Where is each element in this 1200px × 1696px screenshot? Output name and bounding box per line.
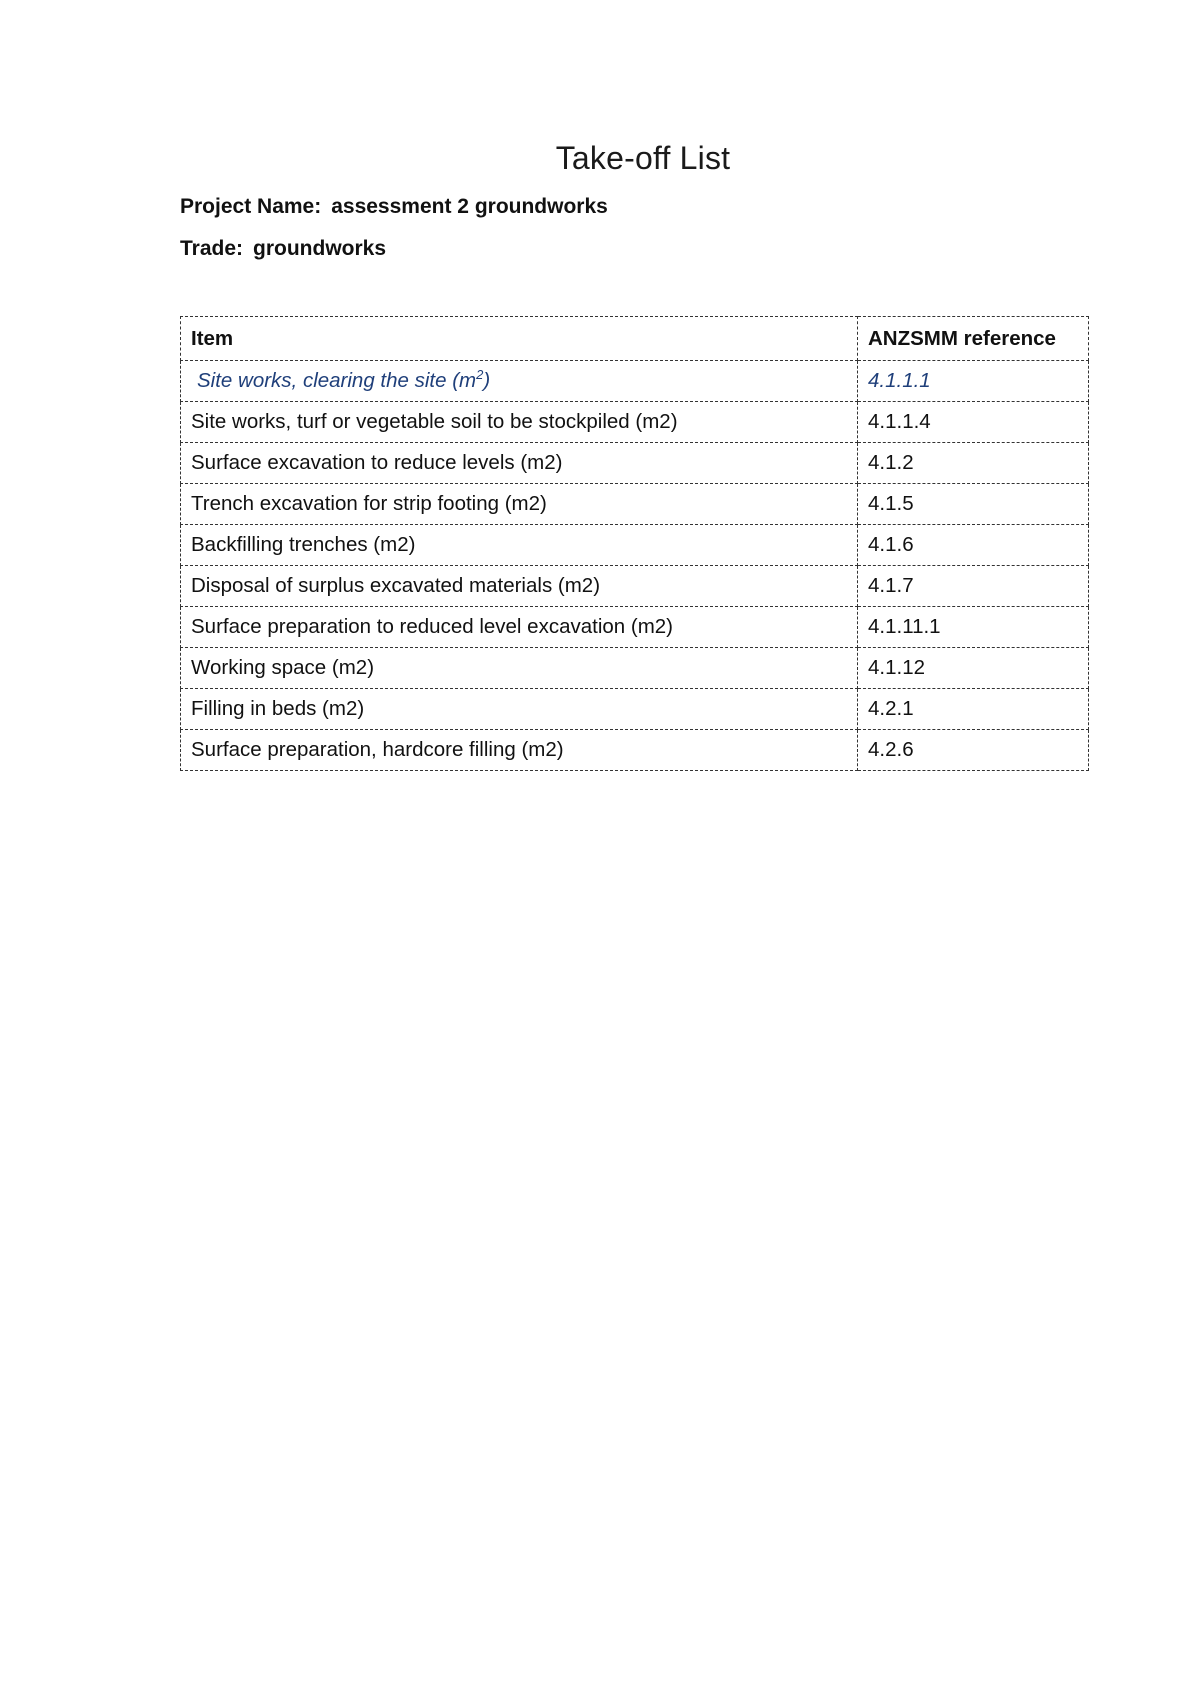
- trade-value: groundworks: [253, 237, 387, 260]
- reference-cell: 4.1.1.4: [858, 402, 1089, 443]
- item-cell: Filling in beds (m2): [181, 689, 858, 730]
- trade-label: Trade:: [180, 237, 244, 260]
- item-text-suffix: ): [483, 369, 491, 392]
- item-cell: Backfilling trenches (m2): [181, 525, 858, 566]
- item-cell: Trench excavation for strip footing (m2): [181, 484, 858, 525]
- item-cell: [181, 361, 858, 402]
- table-row: [181, 566, 1089, 607]
- reference-cell: 4.2.6: [858, 730, 1089, 771]
- table-header-row: [181, 317, 1089, 361]
- reference-cell: 4.1.5: [858, 484, 1089, 525]
- trade-line: [180, 237, 386, 261]
- table-row: [181, 402, 1089, 443]
- item-column-header: Item: [181, 317, 858, 361]
- item-cell: Surface excavation to reduce levels (m2): [181, 443, 858, 484]
- reference-cell: 4.1.11.1: [858, 607, 1089, 648]
- table-row: [181, 648, 1089, 689]
- item-cell: Disposal of surplus excavated materials (m2): [181, 566, 858, 607]
- reference-cell: 4.1.7: [858, 566, 1089, 607]
- reference-cell: 4.2.1: [858, 689, 1089, 730]
- reference-column-header: ANZSMM reference: [858, 317, 1089, 361]
- table-row: [181, 361, 1089, 402]
- table-row: [181, 484, 1089, 525]
- item-cell: Working space (m2): [181, 648, 858, 689]
- reference-cell: 4.1.1.1: [858, 361, 1089, 402]
- reference-cell: 4.1.2: [858, 443, 1089, 484]
- table-row: [181, 730, 1089, 771]
- item-cell: Site works, turf or vegetable soil to be stockpiled (m2): [181, 402, 858, 443]
- project-name-line: [180, 195, 608, 219]
- document-title: Take-off List: [555, 140, 731, 176]
- table-row: [181, 525, 1089, 566]
- item-cell: Surface preparation, hardcore filling (m2): [181, 730, 858, 771]
- item-text: Site works, clearing the site (m: [197, 369, 477, 392]
- reference-cell: 4.1.6: [858, 525, 1089, 566]
- table-row: [181, 689, 1089, 730]
- reference-cell: 4.1.12: [858, 648, 1089, 689]
- project-name-label: Project Name:: [180, 195, 322, 218]
- table-row: [181, 443, 1089, 484]
- project-name-value: assessment 2 groundworks: [331, 195, 608, 218]
- item-superscript: 2: [476, 367, 484, 383]
- item-cell: Surface preparation to reduced level excavation (m2): [181, 607, 858, 648]
- table-row: [181, 607, 1089, 648]
- takeoff-table: [180, 316, 1089, 771]
